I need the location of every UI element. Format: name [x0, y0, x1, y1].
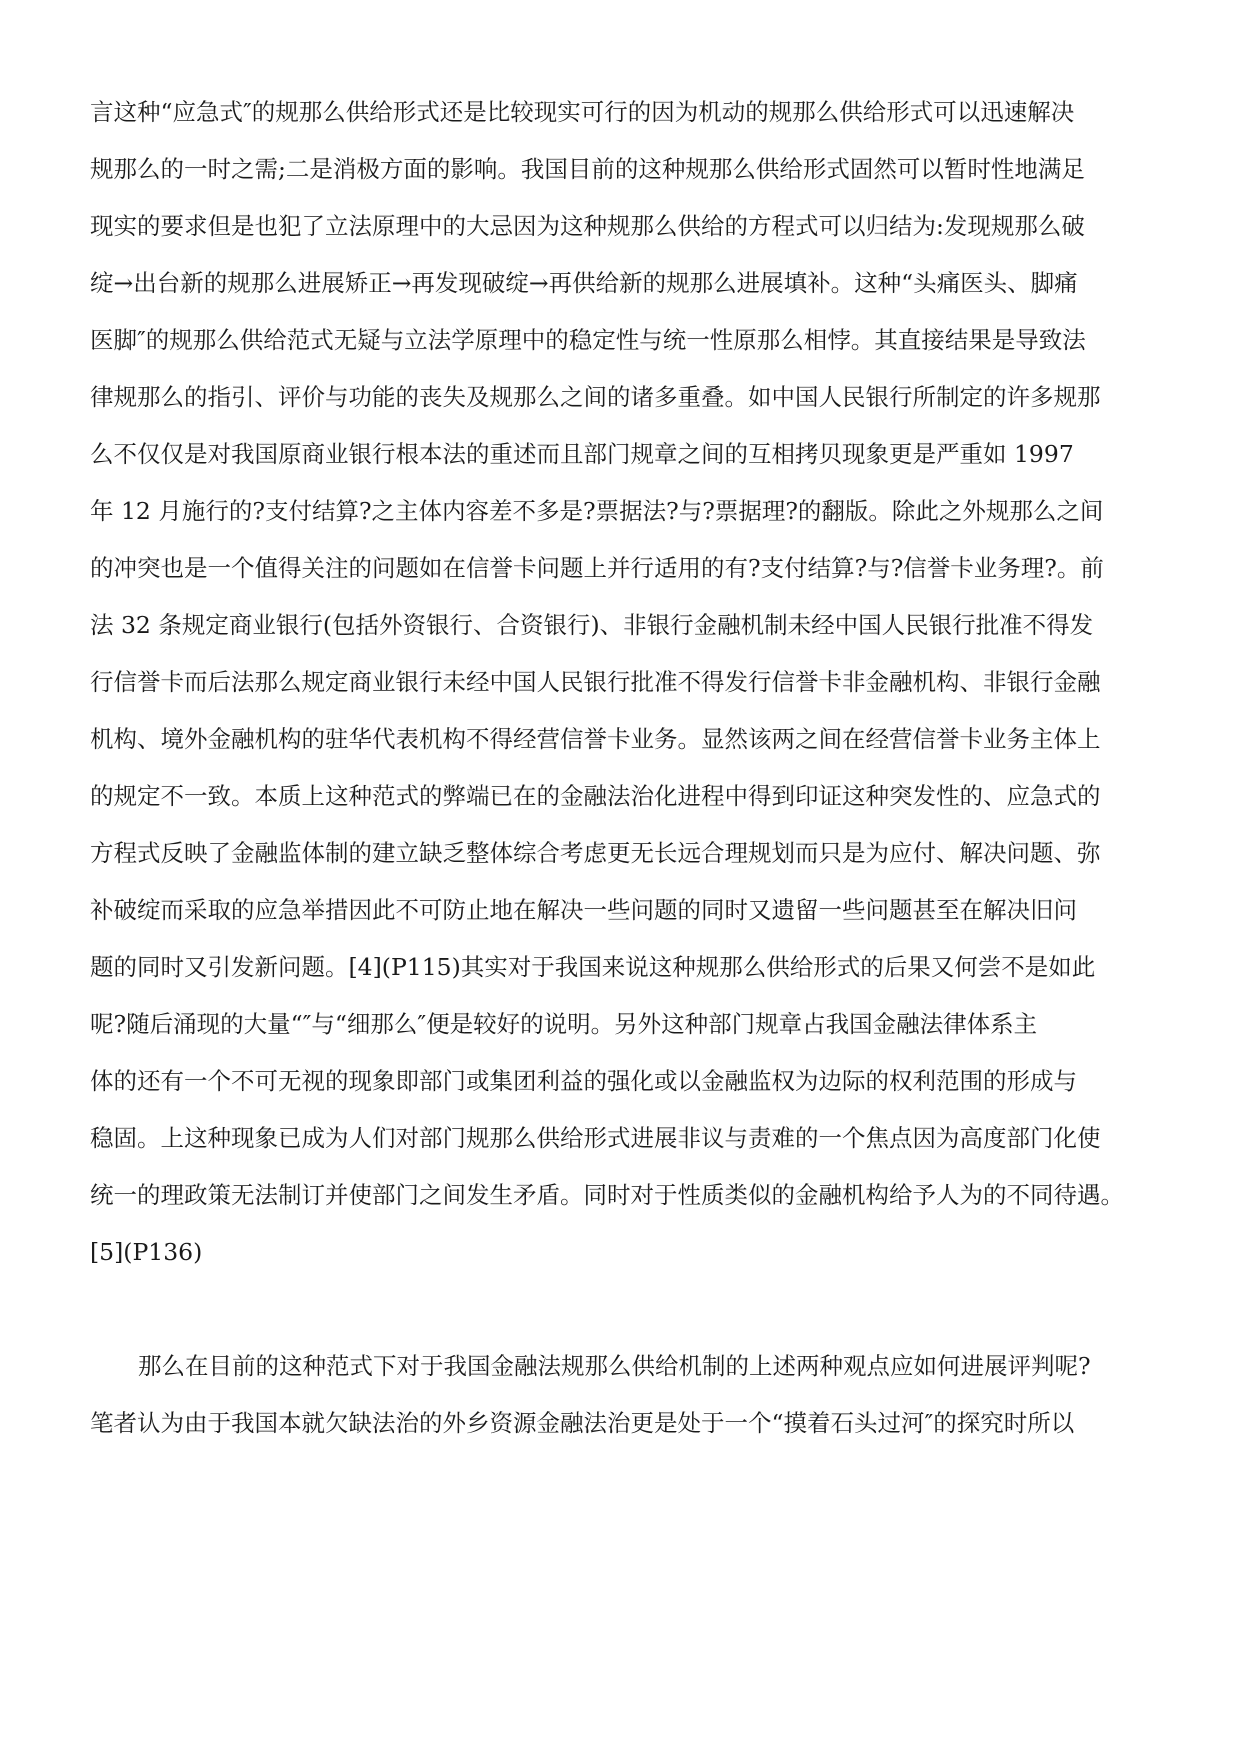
- paragraph-1-line-17: 呢?随后涌现的大量“″与“细那么″便是较好的说明。另外这种部门规章占我国金融法律体系主: [90, 1010, 1038, 1038]
- paragraph-1-line-9: 的冲突也是一个值得关注的问题如在信誉卡问题上并行适用的有?支付结算?与?信誉卡业务理?。前: [90, 554, 1104, 582]
- paragraph-1-line-20: 统一的理政策无法制订并使部门之间发生矛盾。同时对于性质类似的金融机构给予人为的不同待遇。: [90, 1181, 1124, 1209]
- paragraph-1-line-4: 绽→出台新的规那么进展矫正→再发现破绽→再供给新的规那么进展填补。这种“头痛医头、脚痛: [90, 269, 1078, 297]
- paragraph-1-line-8: 年 12 月施行的?支付结算?之主体内容差不多是?票据法?与?票据理?的翻版。除此之外规那么之间: [90, 497, 1104, 525]
- paragraph-1-line-5: 医脚″的规那么供给范式无疑与立法学原理中的稳定性与统一性原那么相悖。其直接结果是导致法: [90, 326, 1086, 354]
- paragraph-1-line-11: 行信誉卡而后法那么规定商业银行未经中国人民银行批准不得发行信誉卡非金融机构、非银行金融: [90, 668, 1101, 696]
- paragraph-1-line-12: 机构、境外金融机构的驻华代表机构不得经营信誉卡业务。显然该两之间在经营信誉卡业务主体上: [90, 725, 1101, 753]
- paragraph-1-line-2: 规那么的一时之需;二是消极方面的影响。我国目前的这种规那么供给形式固然可以暂时性地满足: [90, 155, 1085, 183]
- paragraph-1-line-1: 言这种“应急式″的规那么供给形式还是比较现实可行的因为机动的规那么供给形式可以迅速解决: [90, 98, 1075, 126]
- paragraph-1-line-14: 方程式反映了金融监体制的建立缺乏整体综合考虑更无长远合理规划而只是为应付、解决问题、弥: [90, 839, 1101, 867]
- paragraph-1-line-7: 么不仅仅是对我国原商业银行根本法的重述而且部门规章之间的互相拷贝现象更是严重如 1997: [90, 440, 1074, 468]
- paragraph-1-line-18: 体的还有一个不可无视的现象即部门或集团利益的强化或以金融监权为边际的权利范围的形成与: [90, 1067, 1077, 1095]
- paragraph-2-line-1: 那么在目前的这种范式下对于我国金融法规那么供给机制的上述两种观点应如何进展评判呢?: [138, 1352, 1091, 1380]
- paragraph-1-line-10: 法 32 条规定商业银行(包括外资银行、合资银行)、非银行金融机制未经中国人民银行批准不得发: [90, 611, 1094, 639]
- paragraph-2-line-2: 笔者认为由于我国本就欠缺法治的外乡资源金融法治更是处于一个“摸着石头过河″的探究时所以: [90, 1409, 1075, 1437]
- paragraph-1-line-6: 律规那么的指引、评价与功能的丧失及规那么之间的诸多重叠。如中国人民银行所制定的许多规那: [90, 383, 1101, 411]
- paragraph-1-line-16: 题的同时又引发新问题。[4](P115)其实对于我国来说这种规那么供给形式的后果又何尝不是如此: [90, 953, 1096, 981]
- paragraph-1-line-21: [5](P136): [90, 1238, 203, 1266]
- paragraph-1-line-13: 的规定不一致。本质上这种范式的弊端已在的金融法治化进程中得到印证这种突发性的、应急式的: [90, 782, 1101, 810]
- paragraph-1-line-15: 补破绽而采取的应急举措因此不可防止地在解决一些问题的同时又遗留一些问题甚至在解决旧问: [90, 896, 1077, 924]
- paragraph-1-line-3: 现实的要求但是也犯了立法原理中的大忌因为这种规那么供给的方程式可以归结为:发现规那么破: [90, 212, 1085, 240]
- paragraph-1-line-19: 稳固。上这种现象已成为人们对部门规那么供给形式进展非议与责难的一个焦点因为高度部门化使: [90, 1124, 1101, 1152]
